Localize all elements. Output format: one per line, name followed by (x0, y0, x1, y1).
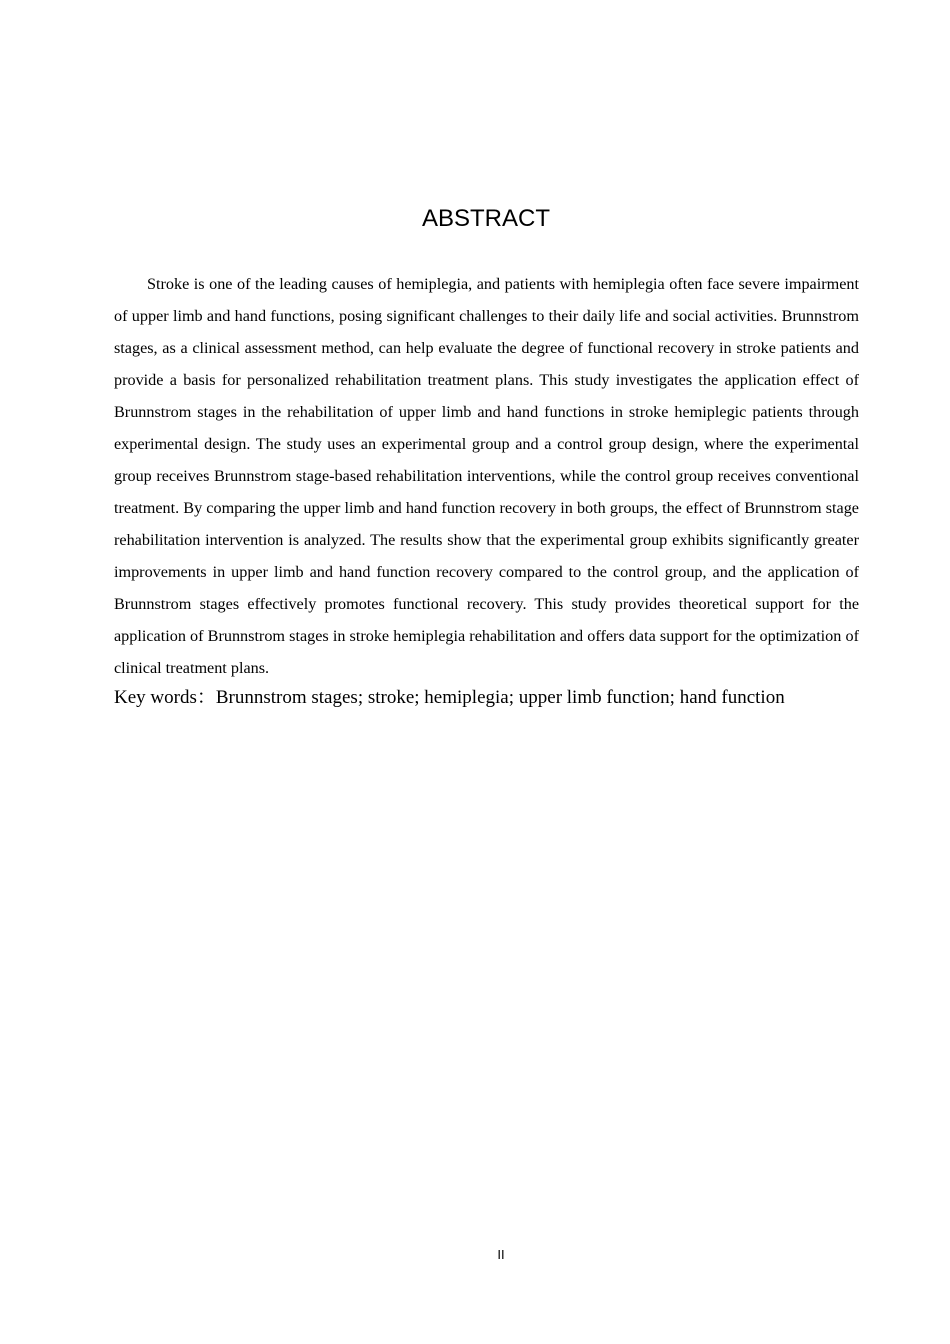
abstract-title: ABSTRACT (421, 205, 550, 232)
keywords-list: Brunnstrom stages; stroke; hemiplegia; upper limb function; hand function (215, 687, 785, 708)
keywords-label: Key words： (114, 687, 216, 708)
page-number: II (497, 1247, 505, 1262)
keywords-line (114, 683, 874, 713)
abstract-body: Stroke is one of the leading causes of hemiplegia, and patients with hemiplegia often face severe impairment of upper limb and hand functions, posing significant challenges to their daily life and social activities. Brunnstrom stages, as a clinical assessment method, can help evaluate the degree of functional recovery in stroke patients and provide a basis for personalized rehabilitation treatment plans. This study investigates the application effect of Brunnstrom stages in the rehabilitation of upper limb and hand functions in stroke hemiplegic patients through experimental design. The study uses an experimental group and a control group design, where the experimental group receives Brunnstrom stage-based rehabilitation interventions, while the control group receives conventional treatment. By comparing the upper limb and hand function recovery in both groups, the effect of Brunnstrom stage rehabilitation intervention is analyzed. The results show that the experimental group exhibits significantly greater improvements in upper limb and hand function recovery compared to the control group, and the application of Brunnstrom stages effectively promotes functional recovery. This study provides theoretical support for the application of Brunnstrom stages in stroke hemiplegia rehabilitation and offers data support for the optimization of clinical treatment plans. (114, 275, 859, 677)
